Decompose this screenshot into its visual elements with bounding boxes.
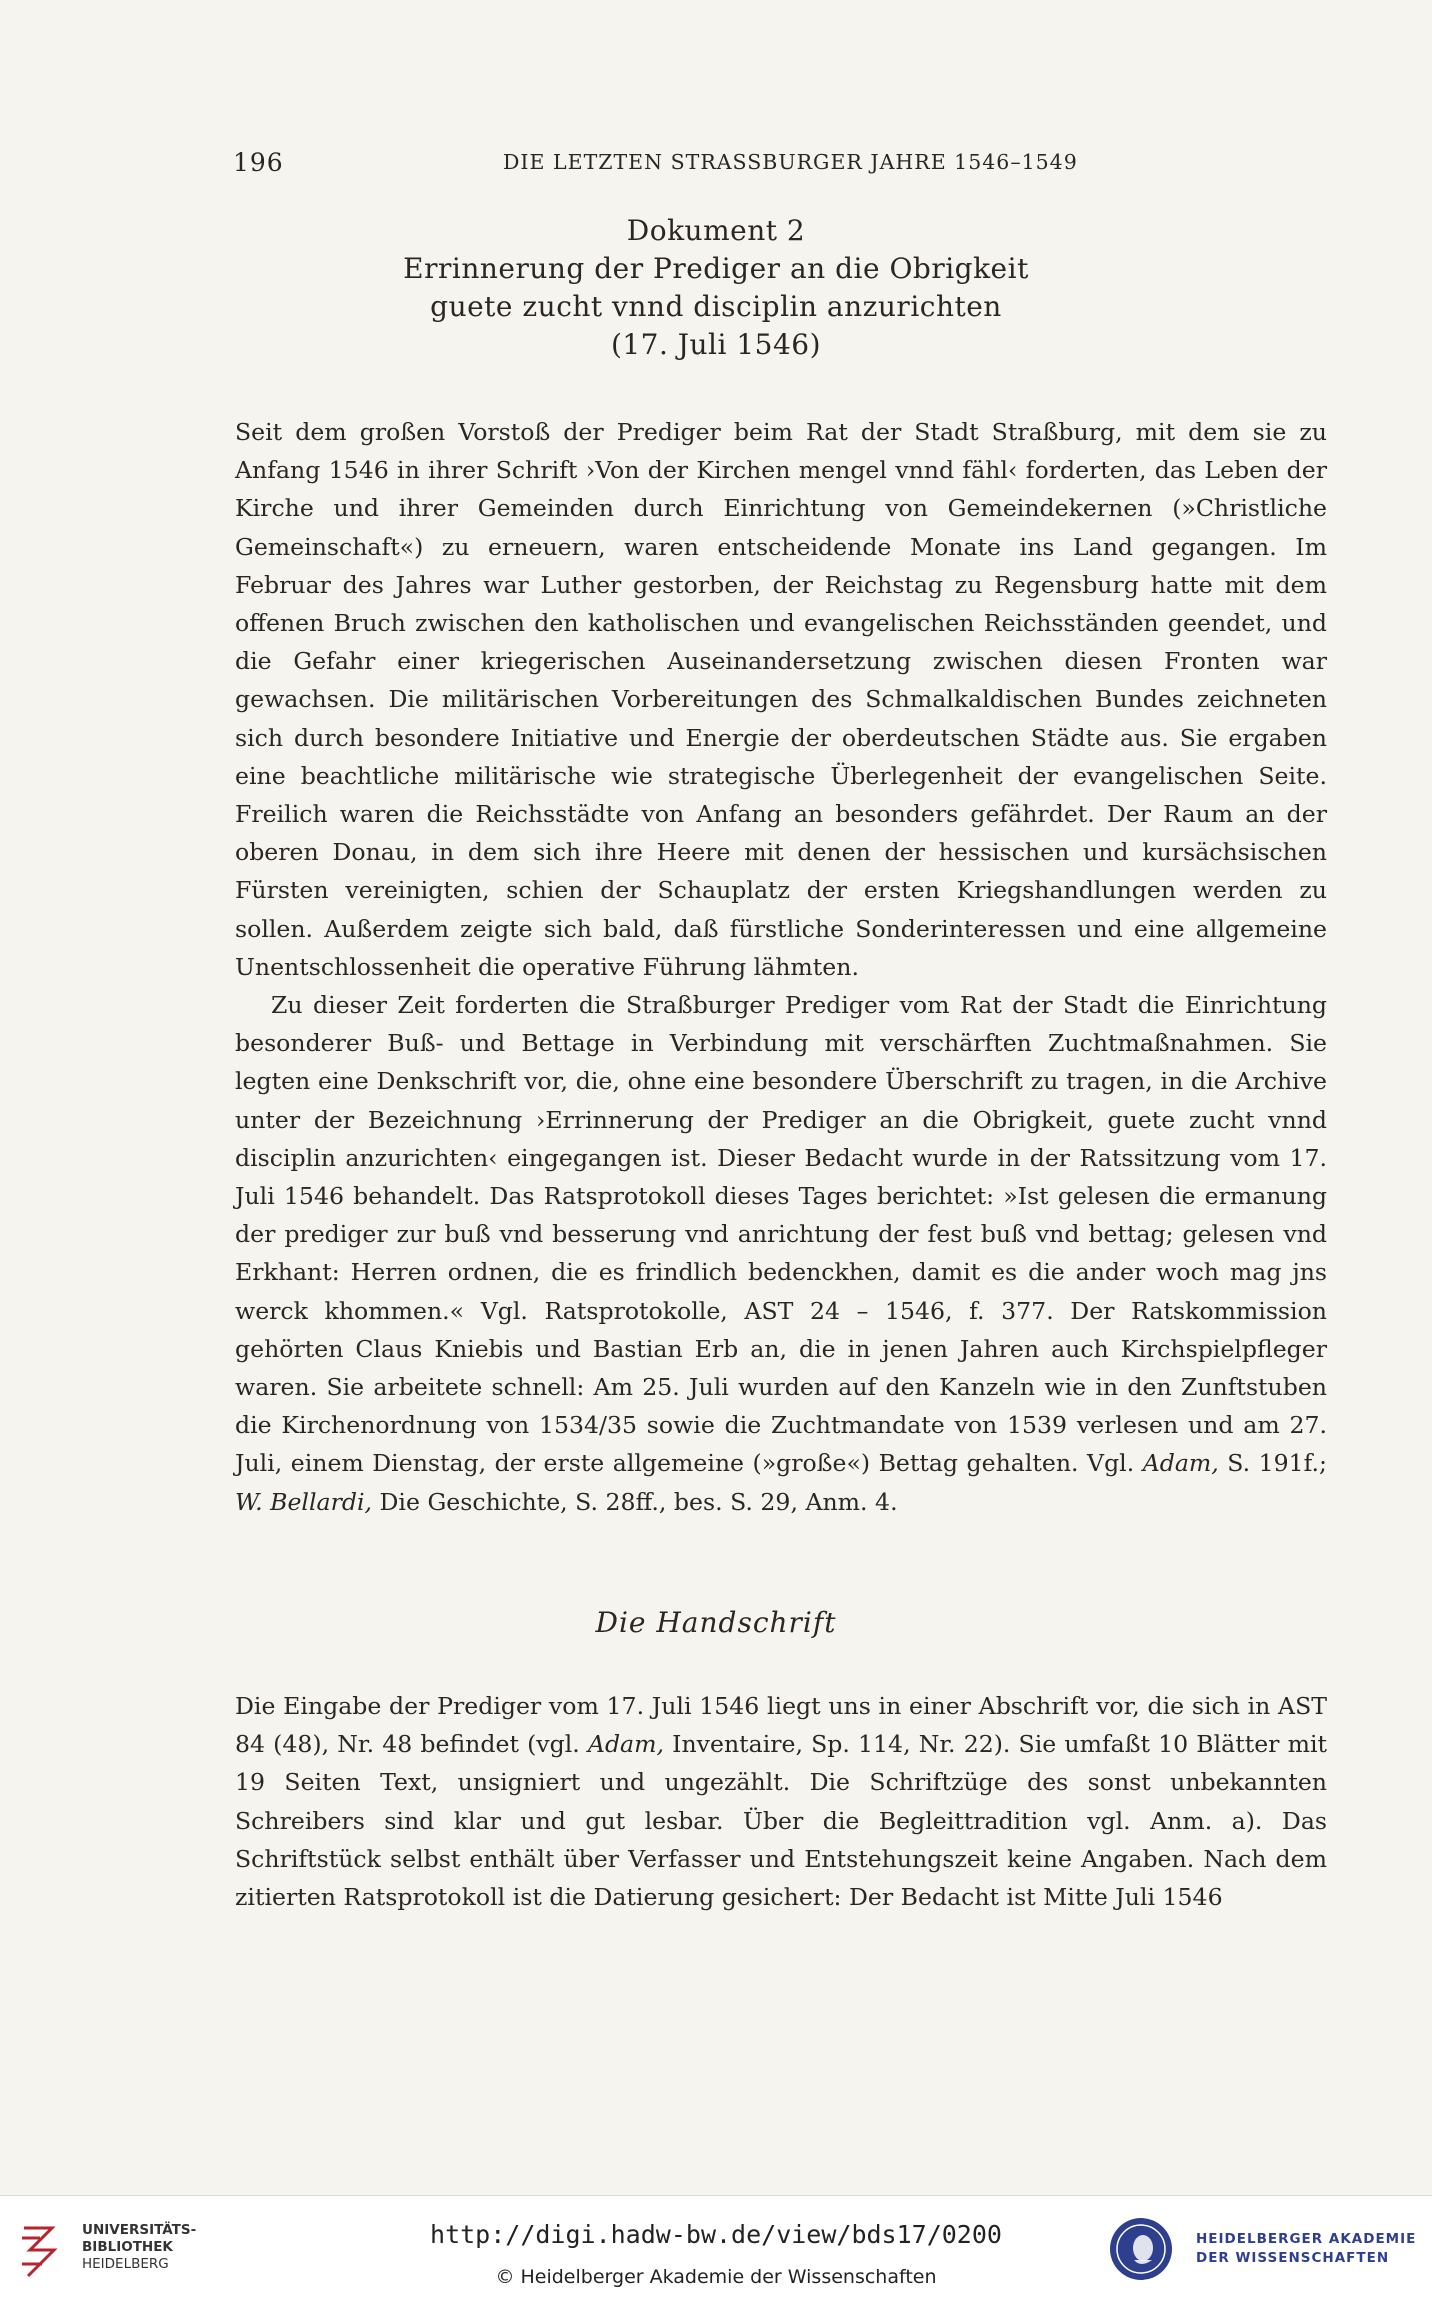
paragraph-2-mid: S. 191f.; bbox=[1218, 1449, 1327, 1478]
paragraph-2 bbox=[235, 986, 1327, 1521]
footer-bar bbox=[0, 2195, 1432, 2302]
citation-bellardi: W. Bellardi, bbox=[235, 1487, 373, 1516]
paragraph-2-text: Zu dieser Zeit forderten die Straßburger Prediger vom Rat der Stadt die Einrichtung besonderer Buß- und Bettage in Verbindung mit verschärften Zuchtmaßnahmen. Sie legten eine Denkschrift vor, die, ohne eine besondere Überschrift zu tragen, in die Archive unter der Bezeichnung ›Errinnerung der Prediger an die Obrigkeit, guete zucht vnnd disciplin anzurichten‹ eingegangen ist. Dieser Bedacht wurde in der Ratssitzung vom 17. Juli 1546 behandelt. Das Ratsprotokoll dieses Tages berichtet: »Ist gelesen die ermanung der prediger zur buß vnd besserung vnd anrichtung der fest buß vnd bettag; gelesen vnd Erkhant: Herren ordnen, die es frindlich bedenckhen, damit es die ander woch mag jns werck khommen.« Vgl. Ratsprotokolle, AST 24 – 1546, f. 377. Der Ratskommission gehörten Claus Kniebis und Bastian Erb an, die in jenen Jahren auch Kirchspielpfleger waren. Sie arbeitete schnell: Am 25. Juli wurden auf den Kanzeln wie in den Zunftstuben die Kirchenordnung von 1534/35 sowie die Zuchtmandate von 1539 verlesen und am 27. Juli, einem Dienstag, der erste allgemeine (»große«) Bettag gehalten. Vgl. bbox=[235, 991, 1327, 1478]
academy-name-line-1: HEIDELBERGER AKADEMIE bbox=[1196, 2231, 1417, 2247]
paragraph-3-start: Die Eingabe der Prediger vom 17. Juli 1546 liegt uns in einer Abschrift vor, die sich in AST 84 (48), Nr. 48 befindet (vgl. bbox=[235, 1692, 1327, 1759]
library-name-line-3: HEIDELBERG bbox=[82, 2256, 169, 2272]
intro-text bbox=[235, 413, 1327, 1521]
citation-adam-inventaire: Adam, bbox=[587, 1730, 664, 1759]
footer-copyright: © Heidelberger Akademie der Wissenschaften bbox=[495, 2266, 937, 2288]
paragraph-3-end: Inventaire, Sp. 114, Nr. 22). Sie umfaßt 10 Blätter mit 19 Seiten Text, unsigniert und ungezählt. Die Schriftzüge des sonst unbekannten Schreibers sind klar und gut lesbar. Über die Begleittradition vgl. Anm. a). Das Schriftstück selbst enthält über Verfasser und Entstehungszeit keine Angaben. Nach dem zitierten Ratsprotokoll ist die Datierung gesichert: Der Bedacht ist Mitte Juli 1546 bbox=[235, 1730, 1327, 1912]
title-line-1: Dokument 2 bbox=[626, 214, 806, 247]
academy-name-line-2: DER WISSENSCHAFTEN bbox=[1196, 2250, 1390, 2266]
academy-name bbox=[1196, 2230, 1416, 2268]
title-line-2: Errinnerung der Prediger an die Obrigkeit bbox=[403, 252, 1029, 285]
manuscript-text bbox=[235, 1687, 1327, 1916]
library-name-line-2: BIBLIOTHEK bbox=[82, 2239, 173, 2255]
section-heading: Die Handschrift bbox=[595, 1606, 837, 1639]
title-line-4: (17. Juli 1546) bbox=[610, 328, 822, 361]
paragraph-2-end: Die Geschichte, S. 28ff., bes. S. 29, Anm. 4. bbox=[372, 1487, 898, 1516]
footer-url-link[interactable]: http://digi.hadw-bw.de/view/bds17/0200 bbox=[430, 2220, 1002, 2249]
paragraph-3 bbox=[235, 1687, 1327, 1916]
running-head: DIE LETZTEN STRASSBURGER JAHRE 1546–1549 bbox=[503, 150, 1078, 174]
page-header bbox=[0, 148, 1432, 188]
academy-seal-icon bbox=[1108, 2216, 1174, 2282]
citation-adam: Adam, bbox=[1142, 1449, 1219, 1478]
page-number: 196 bbox=[233, 148, 284, 177]
paragraph-1: Seit dem großen Vorstoß der Prediger beim Rat der Stadt Straßburg, mit dem sie zu Anfang 1546 in ihrer Schrift ›Von der Kirchen mengel vnnd fähl‹ forderten, das Leben der Kirche und ihrer Gemeinden durch Einrichtung von Gemeindekernen (»Christliche Gemeinschaft«) zu erneuern, waren entscheidende Monate ins Land gegangen. Im Februar des Jahres war Luther gestorben, der Reichstag zu Regensburg hatte mit dem offenen Bruch zwischen den katholischen und evangelischen Reichsständen geendet, und die Gefahr einer kriegerischen Auseinandersetzung zwischen diesen Fronten war gewachsen. Die militärischen Vorbereitungen des Schmalkaldischen Bundes zeichneten sich durch besondere Initiative und Energie der oberdeutschen Städte aus. Sie ergaben eine beachtliche militärische wie strategische Überlegenheit der evangelischen Seite. Freilich waren die Reichsstädte von Anfang an besonders gefährdet. Der Raum an der oberen Donau, in dem sich ihre Heere mit denen der hessischen und kursächsischen Fürsten vereinigten, schien der Schauplatz der ersten Kriegshandlungen werden zu sollen. Außerdem zeigte sich bald, daß fürstliche Sonderinteressen und eine allgemeine Unentschlossenheit die operative Führung lähmten. bbox=[235, 418, 1327, 981]
document-title bbox=[0, 212, 1432, 364]
title-line-3: guete zucht vnnd disciplin anzurichten bbox=[430, 290, 1002, 323]
library-name-line-1: UNIVERSITÄTS- bbox=[82, 2222, 197, 2238]
